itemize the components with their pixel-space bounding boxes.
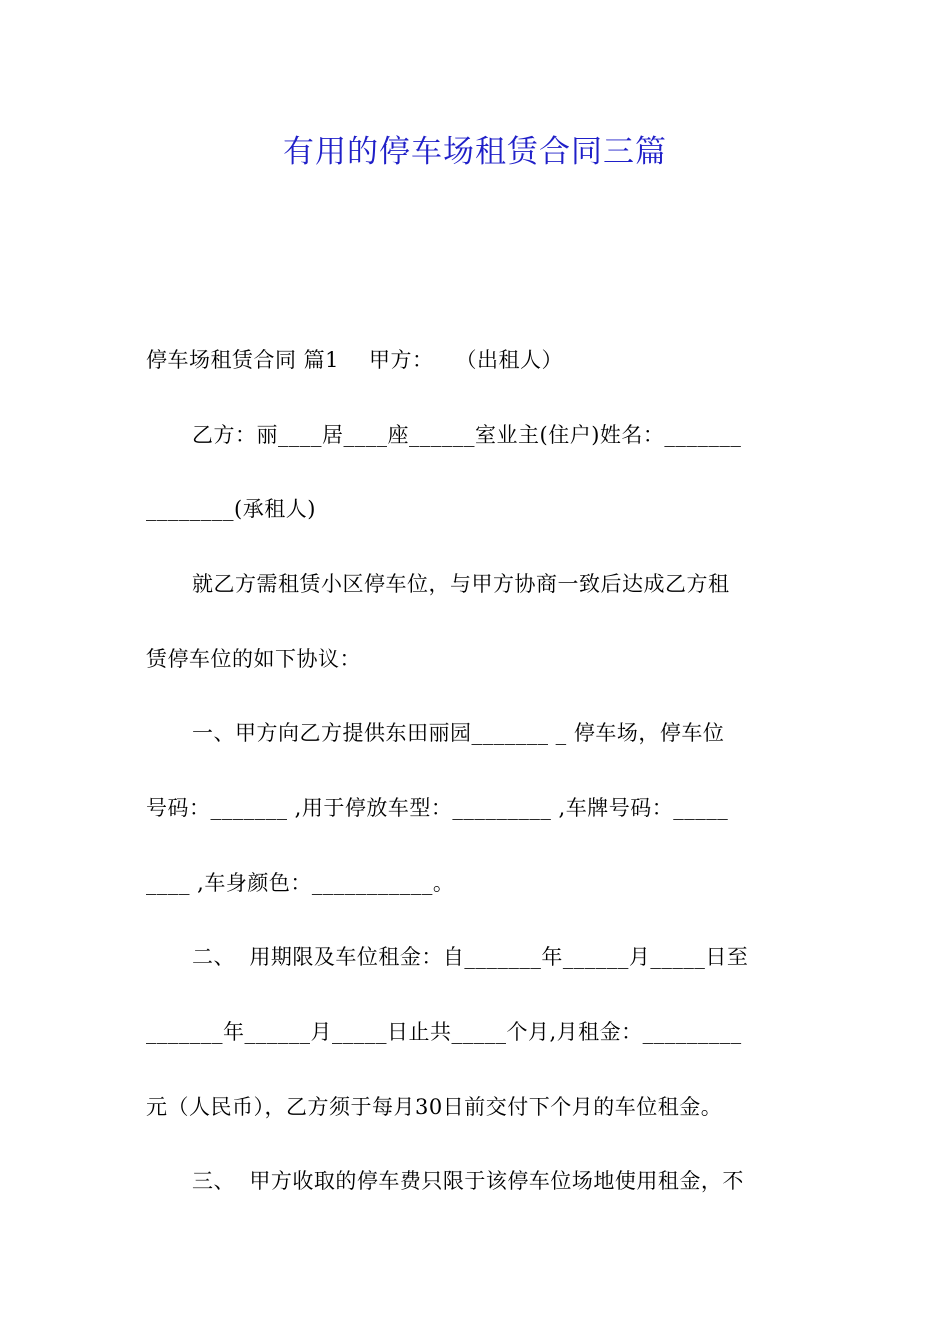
- contract-section-label: 停车场租赁合同 篇1: [146, 348, 340, 372]
- clause-1-line-3: ____ ,车身颜色：___________。: [146, 871, 455, 895]
- clause-2-line-1: 二、 用期限及车位租金：自_______年______月_____日至: [192, 945, 749, 969]
- clause-1-line-1: 一、甲方向乙方提供东田丽园_______ _ 停车场，停车位: [192, 721, 725, 745]
- clause-2-line-3: 元（人民币），乙方须于每月30日前交付下个月的车位租金。: [146, 1095, 723, 1119]
- intro-paragraph-line-1: 就乙方需租赁小区停车位，与甲方协商一致后达成乙方租: [192, 572, 730, 596]
- clause-2-line-2: _______年______月_____日止共_____个月,月租金：_________: [146, 1020, 742, 1044]
- party-a-label: 甲方：: [369, 348, 434, 372]
- intro-paragraph-line-2: 赁停车位的如下协议：: [146, 647, 361, 671]
- party-b-line: 乙方：丽____居____座______室业主(住户)姓名：_______: [192, 423, 742, 447]
- clause-3-line-1: 三、 甲方收取的停车费只限于该停车位场地使用租金，不: [192, 1169, 744, 1193]
- document-title: 有用的停车场租赁合同三篇: [283, 134, 667, 170]
- party-a-role: （出租人）: [455, 348, 564, 372]
- clause-1-line-2: 号码：_______ ,用于停放车型：_________ ,车牌号码：_____: [146, 796, 729, 820]
- party-b-role-line: ________(承租人): [146, 497, 316, 521]
- contract-heading-line: [146, 345, 563, 375]
